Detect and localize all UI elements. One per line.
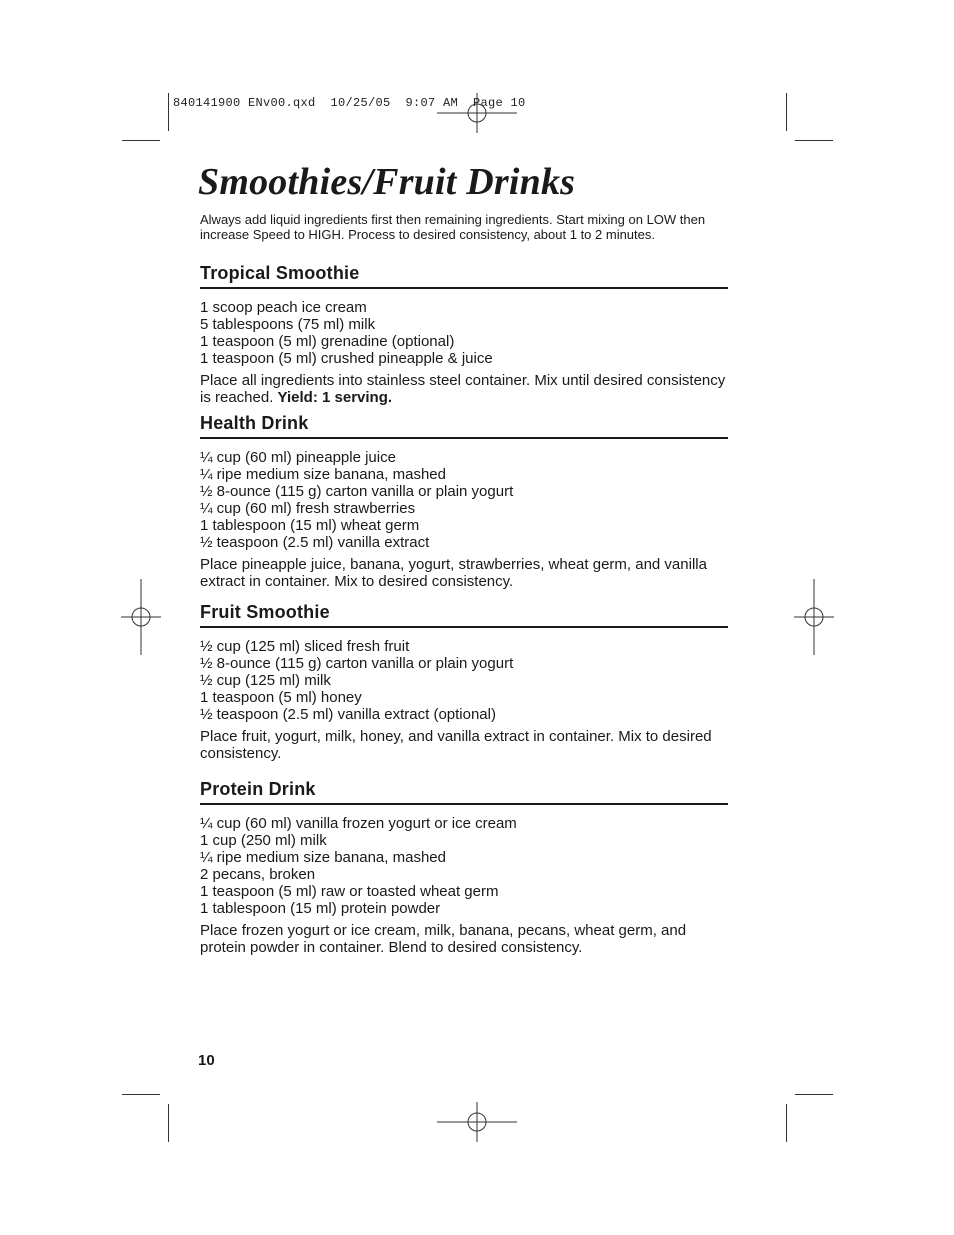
ingredient-list <box>200 815 728 917</box>
ingredient: 1 cup (250 ml) milk <box>200 832 327 849</box>
ingredient: ½ cup (125 ml) sliced fresh fruit <box>200 638 410 655</box>
recipe-heading: Fruit Smoothie <box>200 601 728 628</box>
recipe-fruit-smoothie <box>200 601 728 762</box>
ingredient: 1 teaspoon (5 ml) grenadine (optional) <box>200 333 455 350</box>
ingredient-list <box>200 449 728 551</box>
page-title: Smoothies/Fruit Drinks <box>198 161 576 203</box>
recipe-directions: Place fruit, yogurt, milk, honey, and vanilla extract in container. Mix to desired consistency. <box>200 728 712 762</box>
registration-mark-icon <box>437 93 517 133</box>
ingredient-list <box>200 299 728 367</box>
ingredient: ¼ ripe medium size banana, mashed <box>200 849 446 866</box>
ingredient: ½ 8-ounce (115 g) carton vanilla or plain yogurt <box>200 483 514 500</box>
ingredient: 1 tablespoon (15 ml) wheat germ <box>200 517 420 534</box>
registration-mark-icon <box>437 1102 517 1142</box>
intro-text: Always add liquid ingredients first then remaining ingredients. Start mixing on LOW then increase Speed to HIGH. Process to desired consistency, about 1 to 2 minutes. <box>200 212 706 242</box>
recipe-health-drink <box>200 412 728 590</box>
crop-mark <box>786 93 787 131</box>
directions-text: Place all ingredients into stainless steel container. Mix until desired consistency is reached. <box>200 372 726 406</box>
ingredient: ½ teaspoon (2.5 ml) vanilla extract (optional) <box>200 706 496 723</box>
crop-mark <box>795 1094 833 1095</box>
ingredient: 1 scoop peach ice cream <box>200 299 367 316</box>
ingredient-list <box>200 638 728 723</box>
crop-mark <box>168 1104 169 1142</box>
recipe-directions: Place frozen yogurt or ice cream, milk, banana, pecans, wheat germ, and protein powder in container. Blend to desired consistency. <box>200 922 687 956</box>
recipe-tropical-smoothie <box>200 262 728 406</box>
crop-mark <box>795 140 833 141</box>
ingredient: 2 pecans, broken <box>200 866 316 883</box>
printer-slug-line: 840141900 ENv00.qxd 10/25/05 9:07 AM Page 10 <box>173 96 526 110</box>
registration-mark-icon <box>794 579 834 655</box>
recipe-heading: Protein Drink <box>200 778 728 805</box>
yield-text: Yield: 1 serving. <box>277 389 393 406</box>
ingredient: 5 tablespoons (75 ml) milk <box>200 316 376 333</box>
ingredient: 1 teaspoon (5 ml) honey <box>200 689 362 706</box>
recipe-directions: Place pineapple juice, banana, yogurt, strawberries, wheat germ, and vanilla extract in container. Mix to desired consistency. <box>200 556 707 590</box>
ingredient: 1 teaspoon (5 ml) crushed pineapple & juice <box>200 350 493 367</box>
ingredient: ½ 8-ounce (115 g) carton vanilla or plain yogurt <box>200 655 514 672</box>
recipe-heading: Health Drink <box>200 412 728 439</box>
ingredient: ¼ cup (60 ml) pineapple juice <box>200 449 396 466</box>
crop-mark <box>786 1104 787 1142</box>
ingredient: 1 teaspoon (5 ml) raw or toasted wheat germ <box>200 883 499 900</box>
ingredient: ½ teaspoon (2.5 ml) vanilla extract <box>200 534 430 551</box>
ingredient: ½ cup (125 ml) milk <box>200 672 331 689</box>
ingredient: ¼ cup (60 ml) vanilla frozen yogurt or ice cream <box>200 815 517 832</box>
ingredient: ¼ cup (60 ml) fresh strawberries <box>200 500 416 517</box>
crop-mark <box>122 1094 160 1095</box>
ingredient: ¼ ripe medium size banana, mashed <box>200 466 446 483</box>
registration-mark-icon <box>121 579 161 655</box>
recipe-heading: Tropical Smoothie <box>200 262 728 289</box>
recipe-directions <box>200 372 728 406</box>
recipe-protein-drink <box>200 778 728 956</box>
crop-mark <box>122 140 160 141</box>
ingredient: 1 tablespoon (15 ml) protein powder <box>200 900 441 917</box>
page-number: 10 <box>198 1052 215 1069</box>
crop-mark <box>168 93 169 131</box>
